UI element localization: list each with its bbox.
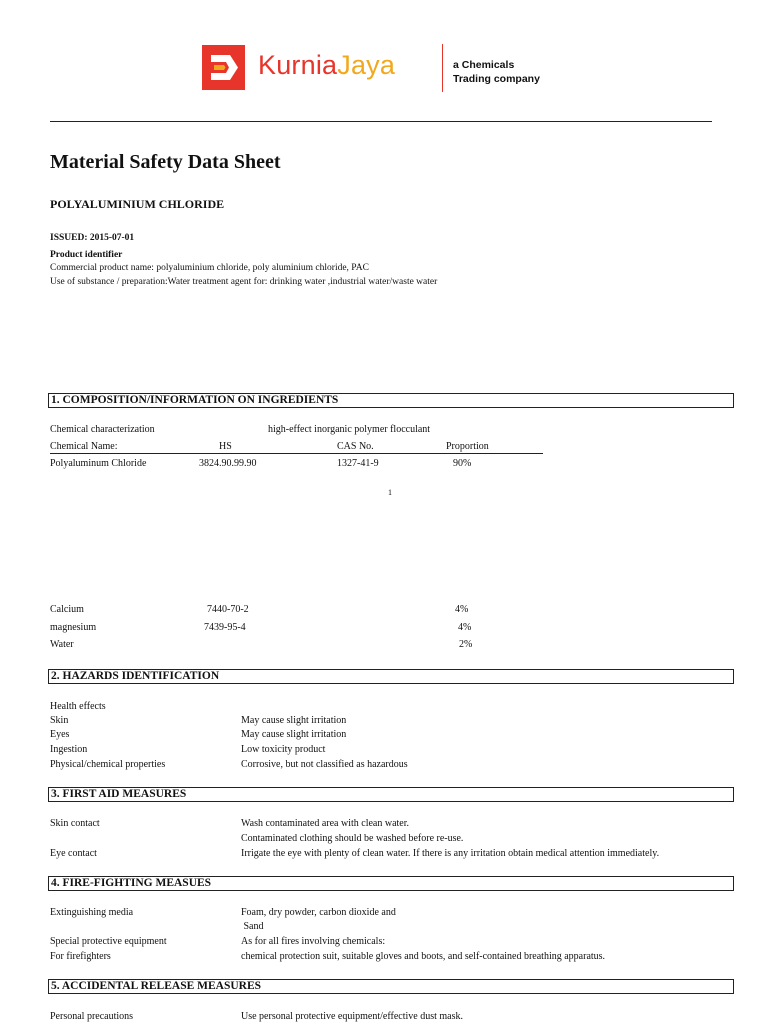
- characterization-label: Chemical characterization: [50, 424, 155, 435]
- personal-precautions-label: Personal precautions: [50, 1011, 134, 1022]
- first-aid-skin-label: Skin contact: [50, 818, 100, 829]
- hazard-ingestion-value: Low toxicity product: [241, 744, 326, 755]
- product-name: POLYALUMINIUM CHLORIDE: [50, 197, 225, 211]
- first-aid-eye-value: Irrigate the eye with plenty of clean water. If there is any irritation obtain medical attention immediately.: [241, 848, 660, 859]
- section-4-heading: 4. FIRE-FIGHTING MEASUES: [48, 876, 734, 891]
- table-header-rule: [50, 453, 543, 454]
- extinguishing-media-line-2: Sand: [241, 921, 264, 932]
- column-chemical-name: Chemical Name:: [50, 441, 118, 452]
- first-aid-eye-label: Eye contact: [50, 848, 97, 859]
- extinguishing-media-line-1: Foam, dry powder, carbon dioxide and: [241, 907, 396, 918]
- row-calcium-name: Calcium: [50, 604, 84, 615]
- hazard-eyes-value: May cause slight irritation: [241, 729, 347, 740]
- brand-tagline: [453, 58, 540, 86]
- row-pac-proportion: 90%: [453, 458, 472, 469]
- section-3-heading: 3. FIRST AID MEASURES: [48, 787, 734, 802]
- protective-equipment-label: Special protective equipment: [50, 936, 167, 947]
- section-1-heading: 1. COMPOSITION/INFORMATION ON INGREDIENTS: [48, 393, 734, 408]
- hazard-physical-value: Corrosive, but not classified as hazardous: [241, 759, 408, 770]
- substance-use: Use of substance / preparation:Water treatment agent for: drinking water ,industrial water/waste water: [50, 277, 438, 287]
- row-water-proportion: 2%: [459, 639, 473, 650]
- section-5-heading: 5. ACCIDENTAL RELEASE MEASURES: [48, 979, 734, 994]
- column-proportion: Proportion: [446, 441, 489, 452]
- row-pac-hs: 3824.90.99.90: [199, 458, 257, 469]
- section-2-heading: 2. HAZARDS IDENTIFICATION: [48, 669, 734, 684]
- tagline-line-1: a Chemicals: [453, 59, 515, 71]
- brand-name-second: Jaya: [337, 50, 396, 80]
- logo-divider: [442, 44, 443, 92]
- row-calcium-proportion: 4%: [455, 604, 469, 615]
- hazard-eyes-label: Eyes: [50, 729, 70, 740]
- brand-logo-icon: [202, 45, 245, 90]
- firefighters-value: chemical protection suit, suitable gloves and boots, and self-contained breathing apparatus.: [241, 951, 606, 962]
- brand-name: [258, 50, 395, 81]
- hazard-ingestion-label: Ingestion: [50, 744, 88, 755]
- column-cas-no: CAS No.: [337, 441, 374, 452]
- first-aid-skin-line-2: Contaminated clothing should be washed before re-use.: [241, 833, 464, 844]
- row-magnesium-cas: 7439-95-4: [204, 622, 246, 633]
- document-title: Material Safety Data Sheet: [50, 151, 281, 173]
- hazard-skin-value: May cause slight irritation: [241, 715, 347, 726]
- header-divider: [50, 121, 712, 122]
- row-magnesium-name: magnesium: [50, 622, 97, 633]
- column-hs: HS: [219, 441, 232, 452]
- extinguishing-media-label: Extinguishing media: [50, 907, 134, 918]
- row-pac-name: Polyaluminum Chloride: [50, 458, 147, 469]
- personal-precautions-value: Use personal protective equipment/effective dust mask.: [241, 1011, 463, 1022]
- row-water-name: Water: [50, 639, 74, 650]
- commercial-product-name: Commercial product name: polyaluminium chloride, poly aluminium chloride, PAC: [50, 263, 369, 273]
- tagline-line-2: Trading company: [453, 73, 540, 85]
- page-number: 1: [388, 488, 392, 497]
- row-pac-cas: 1327-41-9: [337, 458, 379, 469]
- row-calcium-cas: 7440-70-2: [207, 604, 249, 615]
- health-effects-intro: Health effects: [50, 701, 106, 712]
- row-magnesium-proportion: 4%: [458, 622, 472, 633]
- characterization-value: high-effect inorganic polymer flocculant: [268, 424, 431, 435]
- brand-name-first: Kurnia: [258, 50, 338, 80]
- issued-date: ISSUED: 2015-07-01: [50, 233, 135, 243]
- firefighters-label: For firefighters: [50, 951, 111, 962]
- protective-equipment-value: As for all fires involving chemicals:: [241, 936, 386, 947]
- hazard-physical-label: Physical/chemical properties: [50, 759, 166, 770]
- product-identifier-heading: Product identifier: [50, 250, 123, 260]
- hazard-skin-label: Skin: [50, 715, 69, 726]
- first-aid-skin-line-1: Wash contaminated area with clean water.: [241, 818, 410, 829]
